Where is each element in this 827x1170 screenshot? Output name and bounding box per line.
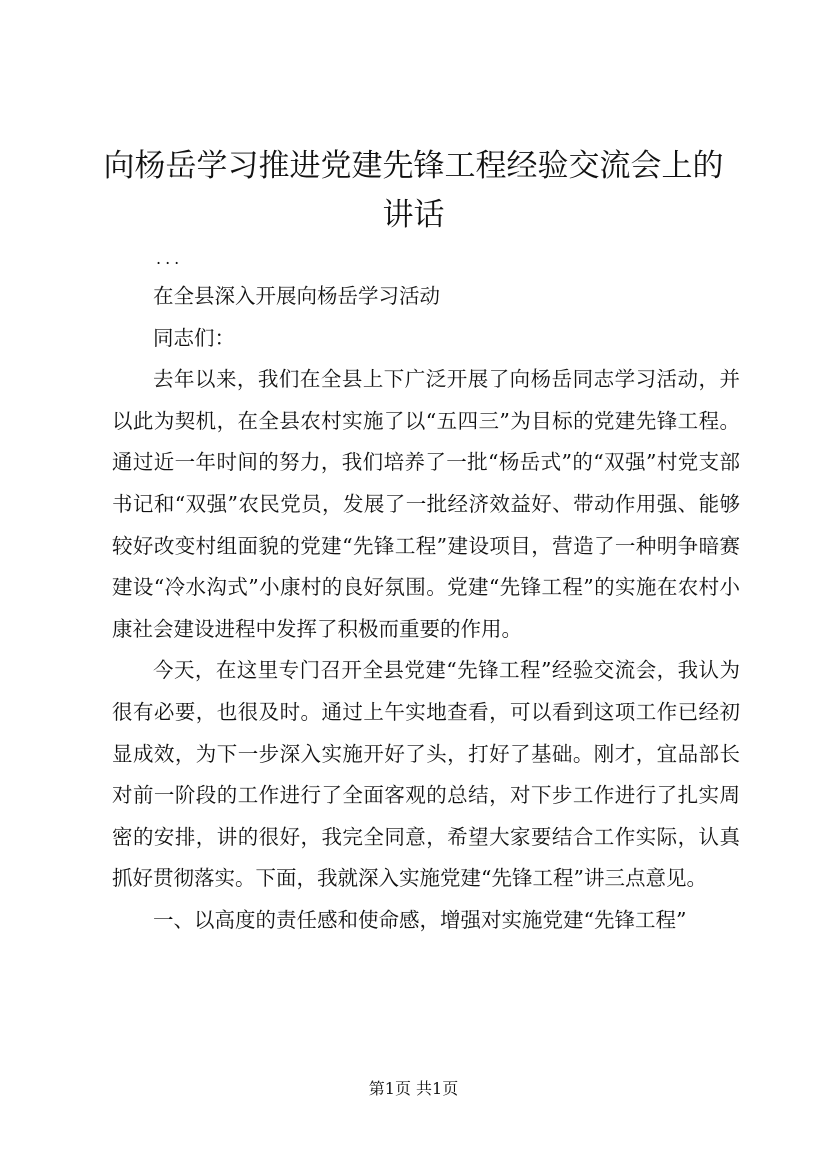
paragraph-3: 一、以高度的责任感和使命感，增强对实施党建“先锋工程” [153,907,687,932]
title-line-1: 向杨岳学习推进党建先锋工程经验交流会上的 [103,148,724,184]
title-line-2: 讲话 [382,197,445,233]
ellipsis-marker: ... [156,249,184,268]
subheading: 在全县深入开展向杨岳学习活动 [153,284,440,308]
salutation: 同志们： [153,325,235,350]
paragraph-1: 去年以来，我们在全县上下广泛开展了向杨岳同志学习活动，并以此为契机，在全县农村实施了以“五四三”为目标的党建先锋工程。通过近一年时间的努力，我们培养了一批“杨岳式”的“双强”村党支部书记和“双强”农民党员，发展了一批经济效益好、带动作用强、能够较好改变村组面貌的党建“先锋工程”建设项目，营造了一种明争暗赛建设“冷水沟式”小康村的良好氛围。党建“先锋工程”的实施在农村小康社会建设进程中发挥了积极而重要的作用。 [112,367,740,641]
page-footer: 第1页 共1页 [368,1079,459,1098]
document-body [112,242,740,942]
paragraph-2: 今天，在这里专门召开全县党建“先锋工程”经验交流会，我认为很有必要，也很及时。通过上午实地查看，可以看到这项工作已经初显成效，为下一步深入实施开好了头，打好了基础。刚才，宜品部长对前一阶段的工作进行了全面客观的总结，对下步工作进行了扎实周密的安排，讲的很好，我完全同意，希望大家要结合工作实际，认真抓好贯彻落实。下面，我就深入实施党建“先锋工程”讲三点意见。 [112,658,740,891]
document-title [60,142,767,240]
